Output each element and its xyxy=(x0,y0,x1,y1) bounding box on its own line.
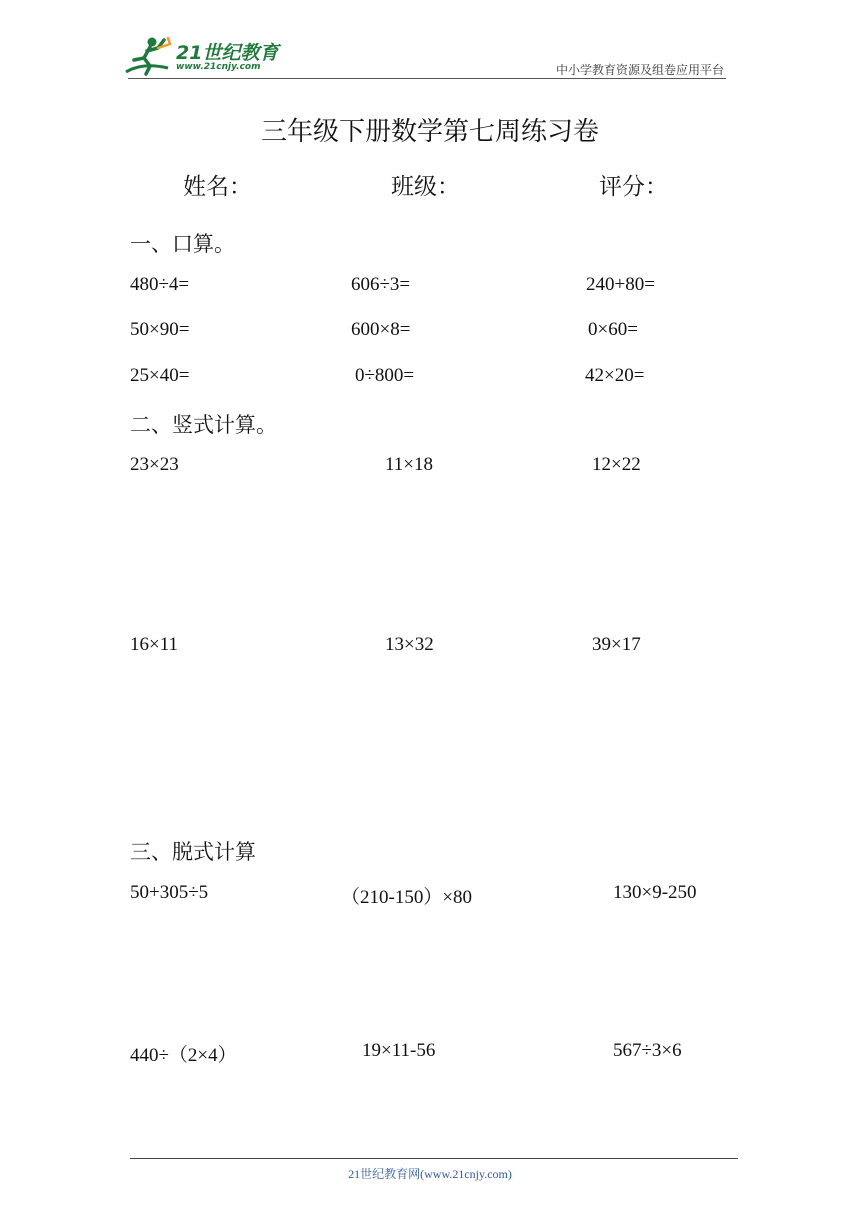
problem: 130×9-250 xyxy=(613,882,697,903)
logo-text: 21世纪教育 xyxy=(176,42,279,64)
problem: 480÷4= xyxy=(130,274,190,295)
problem: （210-150）×80 xyxy=(341,887,473,908)
problem: 39×17 xyxy=(592,634,641,655)
logo xyxy=(122,34,292,80)
problem: 16×11 xyxy=(130,634,179,655)
footer-divider xyxy=(130,1158,738,1159)
problem: 606÷3= xyxy=(351,274,411,295)
platform-tagline: 中小学教育资源及组卷应用平台 xyxy=(555,63,724,77)
class-label: 班级： xyxy=(391,174,460,200)
problem: 0÷800= xyxy=(355,365,415,386)
problem: 240+80= xyxy=(586,274,655,295)
footer-text: 21世纪教育网(www.21cnjy.com) xyxy=(348,1167,512,1181)
problem: 25×40= xyxy=(130,365,190,386)
problem: 13×32 xyxy=(385,634,434,655)
header-divider xyxy=(128,78,726,79)
problem: 50+305÷5 xyxy=(130,882,209,903)
problem: 600×8= xyxy=(351,319,411,340)
problem: 11×18 xyxy=(385,454,434,475)
name-label: 姓名： xyxy=(183,174,252,200)
problem: 567÷3×6 xyxy=(613,1040,682,1061)
problem: 0×60= xyxy=(588,319,638,340)
problem: 12×22 xyxy=(592,454,641,475)
logo-url: www.21cnjy.com xyxy=(176,62,261,72)
problem: 440÷（2×4） xyxy=(130,1045,237,1066)
problem: 50×90= xyxy=(130,319,190,340)
section-heading-vertical: 二、竖式计算。 xyxy=(130,413,277,437)
runner-logo-icon xyxy=(122,34,174,78)
section-heading-stepwise: 三、脱式计算 xyxy=(130,840,256,864)
problem: 42×20= xyxy=(585,365,645,386)
score-label: 评分： xyxy=(599,174,668,200)
section-heading-oral: 一、口算。 xyxy=(130,232,235,256)
problem: 23×23 xyxy=(130,454,179,475)
problem: 19×11-56 xyxy=(362,1040,436,1061)
page-title: 三年级下册数学第七周练习卷 xyxy=(260,117,599,147)
